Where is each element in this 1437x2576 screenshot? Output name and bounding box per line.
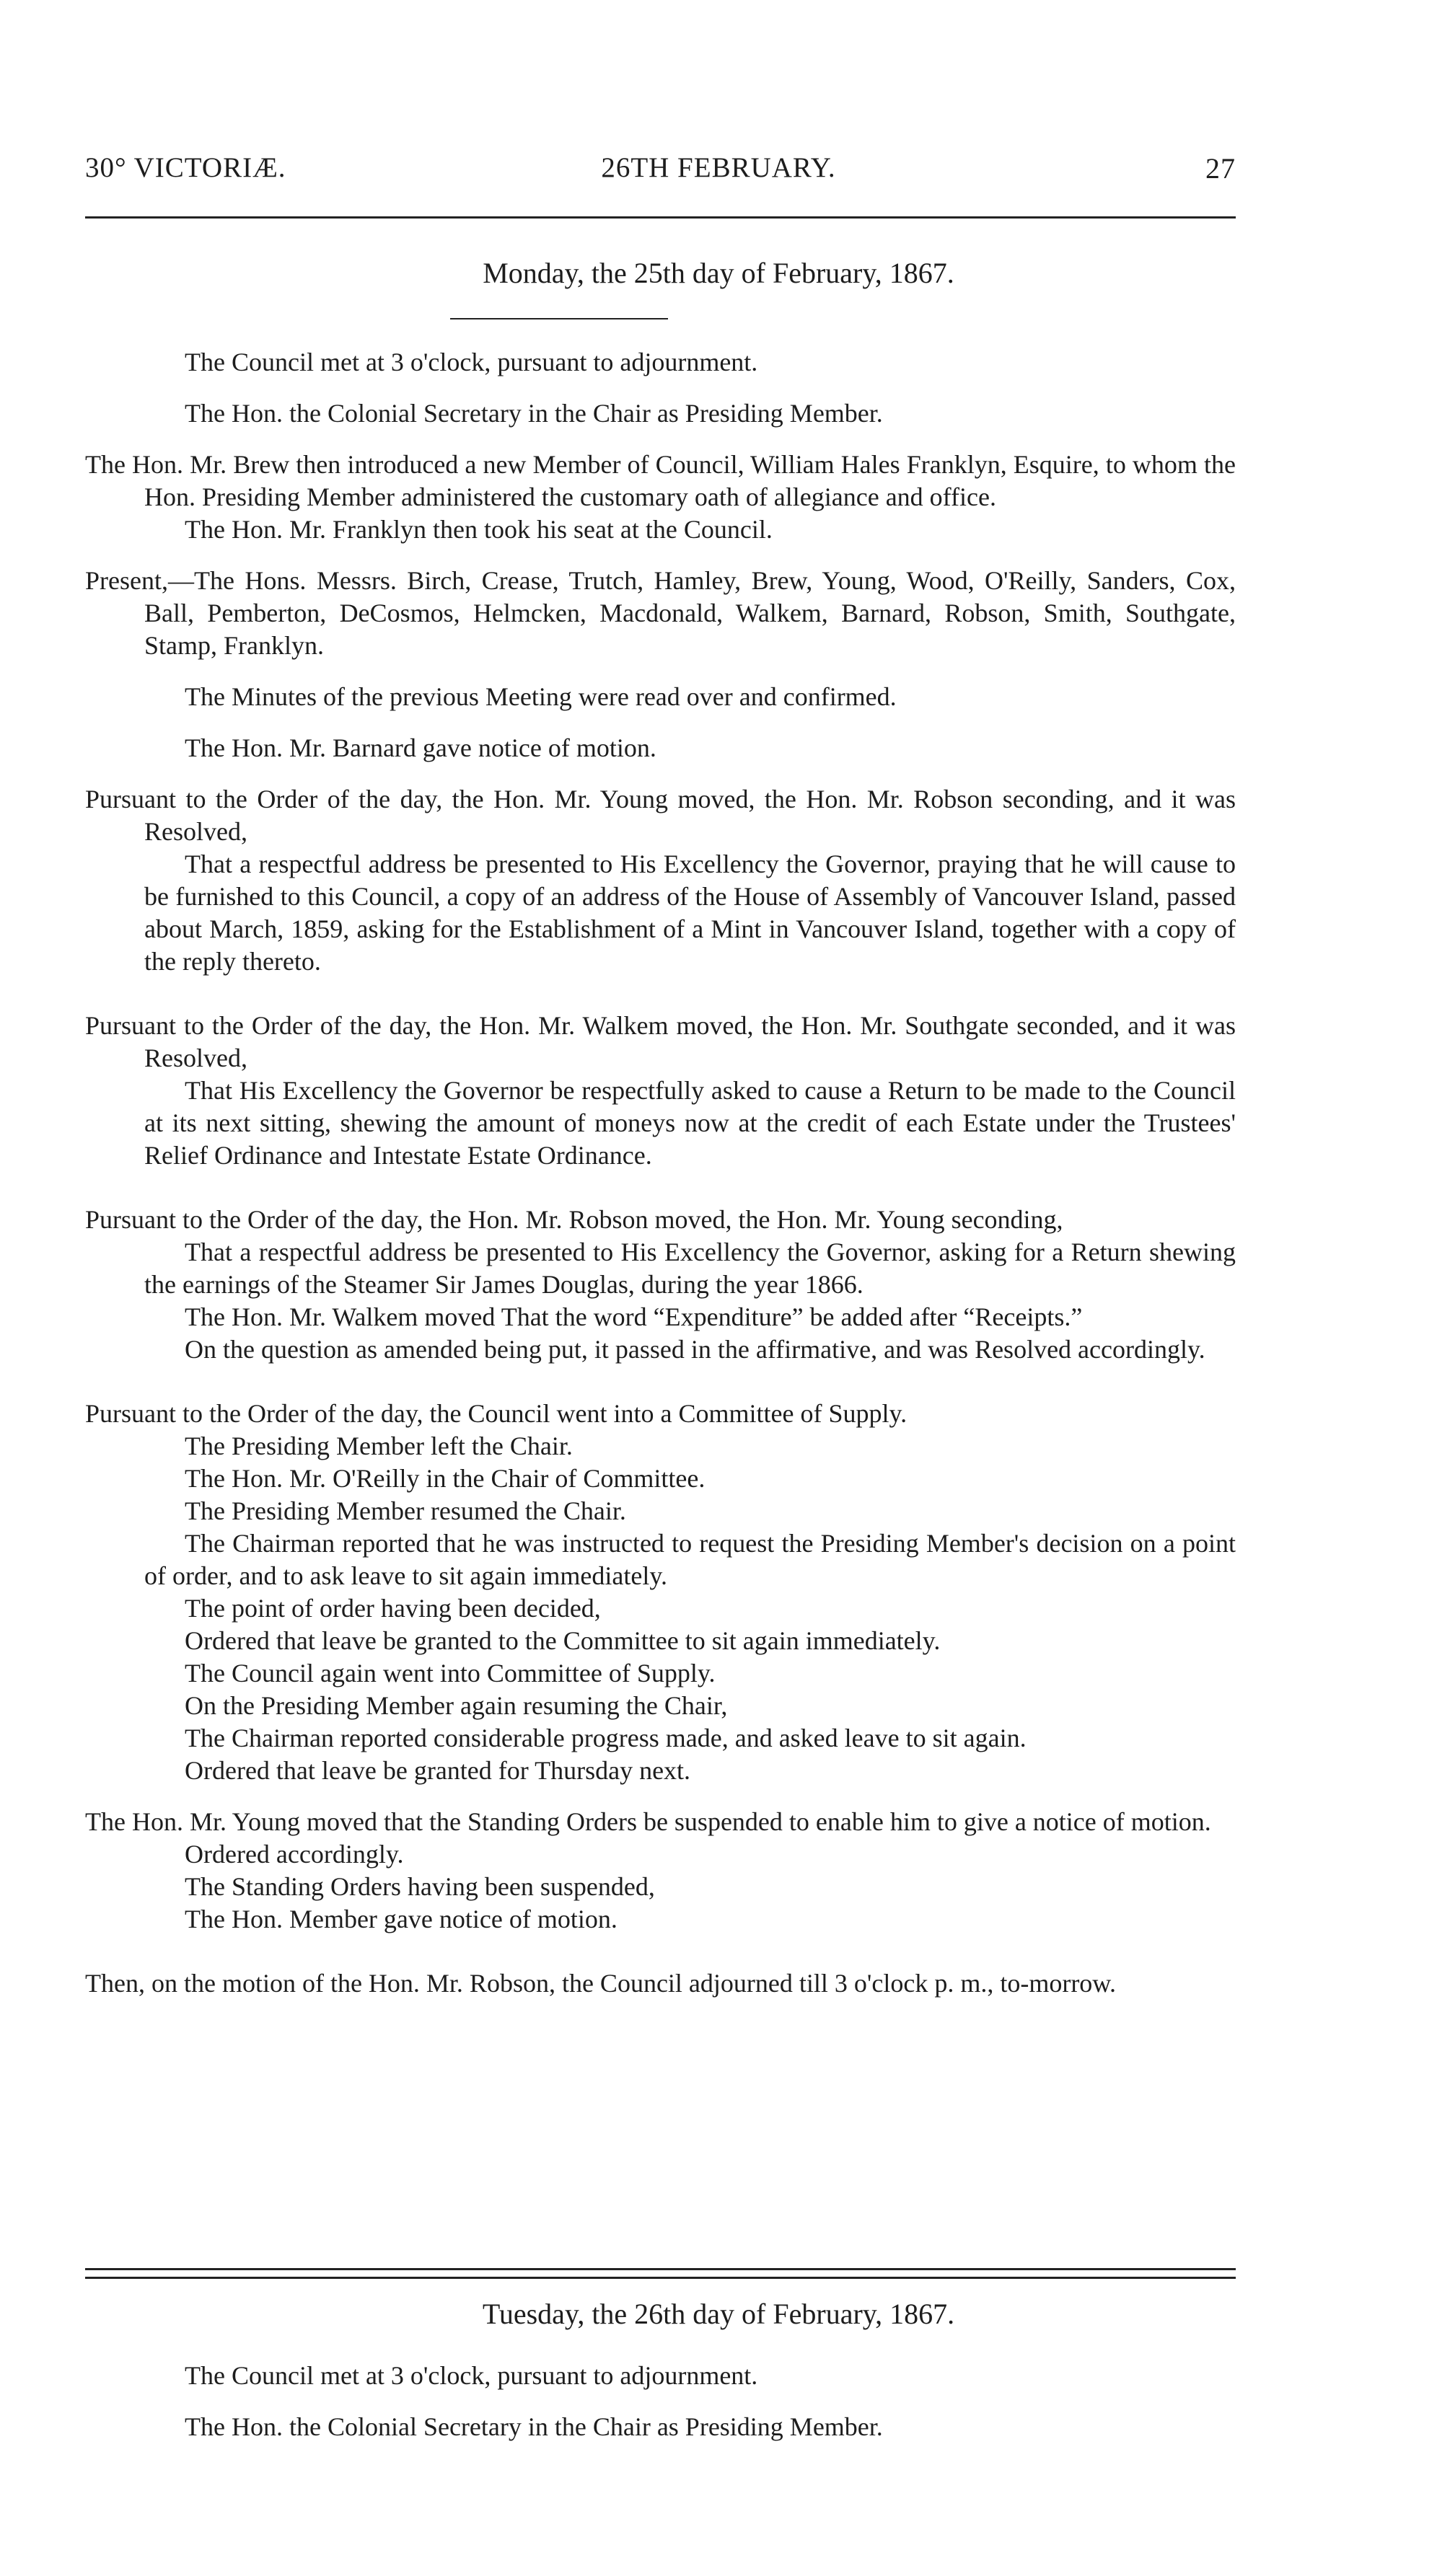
motion-paragraph: Pursuant to the Order of the day, the Hon. Mr. Young moved, the Hon. Mr. Robson seconding, and it was Resolved,	[85, 785, 1236, 846]
paragraph: The Hon. the Colonial Secretary in the Chair as Presiding Member.	[185, 399, 883, 428]
section-title-tuesday: Tuesday, the 26th day of February, 1867.	[482, 2298, 955, 2330]
motion-paragraph: Pursuant to the Order of the day, the Hon. Mr. Robson moved, the Hon. Mr. Young seconding,	[85, 1205, 1063, 1234]
paragraph: The Council met at 3 o'clock, pursuant to adjournment.	[185, 2361, 758, 2390]
paragraph: The Hon. Mr. Barnard gave notice of motion.	[185, 733, 656, 762]
running-header-center: 26TH FEBRUARY.	[601, 152, 836, 183]
header-rule	[85, 216, 1236, 219]
section-title-monday: Monday, the 25th day of February, 1867.	[483, 257, 954, 289]
paragraph: The Hon. Mr. O'Reilly in the Chair of Committee.	[185, 1464, 706, 1493]
paragraph: The Hon. Mr. Brew then introduced a new Member of Council, William Hales Franklyn, Esquire, to whom the Hon. Presiding Member administered the customary oath of allegiance and office.	[85, 450, 1236, 511]
resolution-outcome: On the question as amended being put, it passed in the affirmative, and was Resolved accordingly.	[185, 1335, 1205, 1364]
resolution-text: That His Excellency the Governor be respectfully asked to cause a Return to be made to the Council at its next sitting, shewing the amount of moneys now at the credit of each Estate under the Trustees' Relief Ordinance and Intestate Estate Ordinance.	[144, 1076, 1236, 1170]
paragraph: The Standing Orders having been suspended,	[185, 1872, 655, 1901]
attendance-list: Present,—The Hons. Messrs. Birch, Crease, Trutch, Hamley, Brew, Young, Wood, O'Reilly, Sanders, Cox, Ball, Pemberton, DeCosmos, Helmcken, Macdonald, Walkem, Barnard, Robson, Smith, Southgate, Stamp, Franklyn.	[85, 566, 1236, 660]
tuesday-proceedings	[85, 2360, 1236, 2443]
motion-paragraph: The Hon. Mr. Young moved that the Standing Orders be suspended to enable him to give a notice of motion.	[85, 1807, 1211, 1836]
paragraph: The Chairman reported considerable progress made, and asked leave to sit again.	[185, 1724, 1027, 1752]
monday-proceedings	[85, 346, 1236, 2000]
paragraph: The Hon. Member gave notice of motion.	[185, 1905, 618, 1933]
section-divider-bottom	[85, 2277, 1236, 2279]
section-divider-top	[85, 2268, 1236, 2270]
amendment-text: The Hon. Mr. Walkem moved That the word “Expenditure” be added after “Receipts.”	[185, 1302, 1083, 1331]
paragraph: The Chairman reported that he was instructed to request the Presiding Member's decision on a point of order, and to ask leave to sit again immediately.	[144, 1529, 1236, 1590]
motion-paragraph: Pursuant to the Order of the day, the Hon. Mr. Walkem moved, the Hon. Mr. Southgate seconded, and it was Resolved,	[85, 1011, 1236, 1072]
paragraph: The Minutes of the previous Meeting were read over and confirmed.	[185, 682, 897, 711]
paragraph: The Presiding Member left the Chair.	[185, 1432, 573, 1460]
paragraph: On the Presiding Member again resuming the Chair,	[185, 1691, 728, 1720]
paragraph: The point of order having been decided,	[185, 1594, 601, 1623]
adjournment-paragraph: Then, on the motion of the Hon. Mr. Robson, the Council adjourned till 3 o'clock p. m., to-morrow.	[85, 1969, 1116, 1998]
paragraph: Ordered accordingly.	[185, 1840, 404, 1869]
running-header-left: 30° VICTORIÆ.	[85, 152, 286, 183]
paragraph: The Council met at 3 o'clock, pursuant to adjournment.	[185, 348, 758, 376]
resolution-text: That a respectful address be presented to His Excellency the Governor, praying that he will cause to be furnished to this Council, a copy of an address of the House of Assembly of Vancouver Island, passed about March, 1859, asking for the Establishment of a Mint in Vancouver Island, together with a copy of the reply thereto.	[144, 850, 1236, 976]
paragraph: The Council again went into Committee of Supply.	[185, 1659, 716, 1688]
motion-paragraph: Pursuant to the Order of the day, the Council went into a Committee of Supply.	[85, 1399, 908, 1428]
paragraph: Ordered that leave be granted to the Committee to sit again immediately.	[185, 1626, 941, 1655]
paragraph: Ordered that leave be granted for Thursday next.	[185, 1756, 691, 1785]
title-underline	[450, 318, 668, 319]
paragraph: The Presiding Member resumed the Chair.	[185, 1496, 626, 1525]
paragraph: The Hon. the Colonial Secretary in the Chair as Presiding Member.	[185, 2412, 883, 2441]
page-number: 27	[1205, 152, 1236, 185]
paragraph: The Hon. Mr. Franklyn then took his seat at the Council.	[185, 515, 773, 544]
resolution-text: That a respectful address be presented to His Excellency the Governor, asking for a Return shewing the earnings of the Steamer Sir James Douglas, during the year 1866.	[144, 1238, 1236, 1299]
